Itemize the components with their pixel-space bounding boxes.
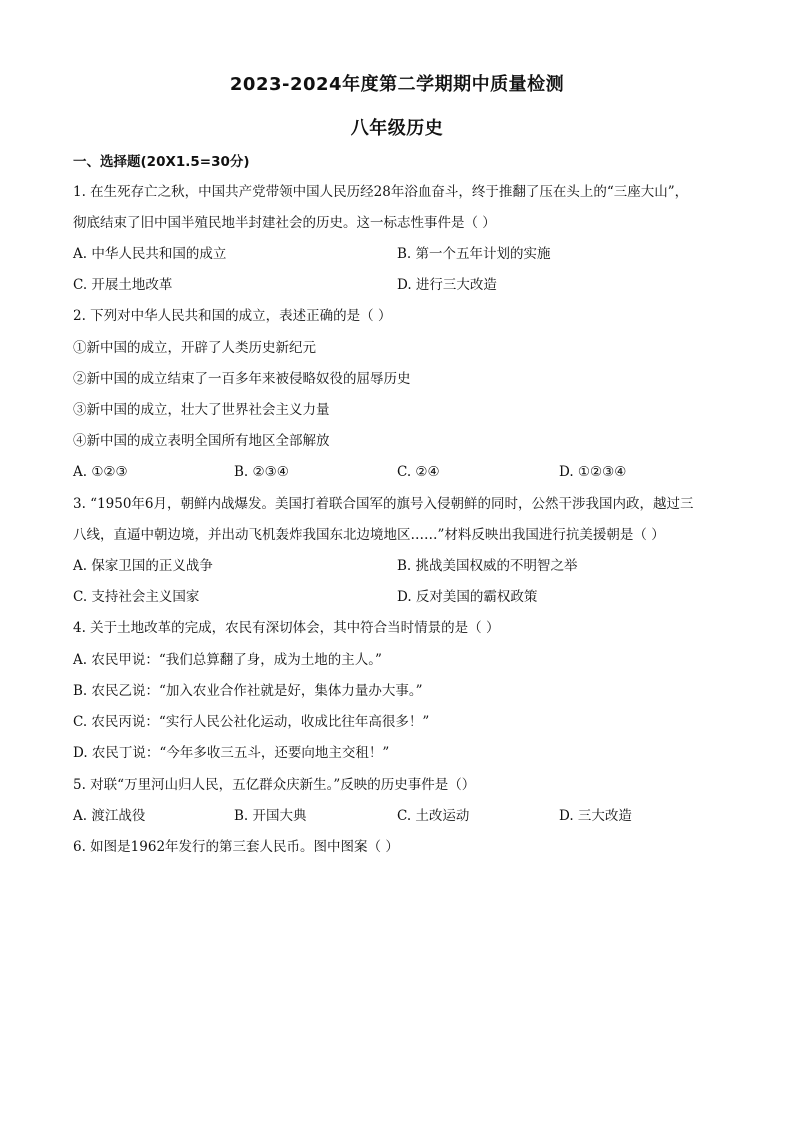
question-3-option-d[interactable]: D. 反对美国的霸权政策 — [397, 589, 538, 605]
section-heading: 一、选择题(20X1.5=30分) — [73, 154, 250, 170]
question-2-option-b[interactable]: B. ②③④ — [234, 464, 289, 480]
question-4-option-c[interactable]: C. 农民丙说：“实行人民公社化运动，收成比往年高很多！” — [73, 714, 430, 730]
question-3-line-1: 3. “1950年6月，朝鲜内战爆发。美国打着联合国军的旗号入侵朝鲜的同时，公然干涉我国内政，越过三 — [73, 496, 694, 512]
question-4-option-a[interactable]: A. 农民甲说：“我们总算翻了身，成为土地的主人。” — [73, 652, 382, 668]
question-2-statement-4: ④新中国的成立表明全国所有地区全部解放 — [73, 433, 330, 449]
question-4-line-1: 4. 关于土地改革的完成，农民有深切体会，其中符合当时情景的是（ ） — [73, 620, 500, 636]
question-3-option-a[interactable]: A. 保家卫国的正义战争 — [73, 558, 213, 574]
question-1-line-1: 1. 在生死存亡之秋，中国共产党带领中国人民历经28年浴血奋斗，终于推翻了压在头上的“三座大山”， — [73, 184, 689, 200]
exam-title: 2023-2024年度第二学期期中质量检测 — [229, 74, 565, 95]
question-1-option-a[interactable]: A. 中华人民共和国的成立 — [73, 246, 227, 262]
question-2-line-1: 2. 下列对中华人民共和国的成立，表述正确的是（ ） — [73, 308, 392, 324]
question-2-statement-2: ②新中国的成立结束了一百多年来被侵略奴役的屈辱历史 — [73, 371, 411, 387]
question-2-statement-1: ①新中国的成立，开辟了人类历史新纪元 — [73, 340, 316, 356]
question-3-line-2: 八线，直逼中朝边境，并出动飞机轰炸我国东北边境地区……”材料反映出我国进行抗美援朝是（ ） — [73, 527, 665, 543]
question-2-option-a[interactable]: A. ①②③ — [73, 464, 128, 480]
question-1-option-c[interactable]: C. 开展土地改革 — [73, 277, 173, 293]
question-5-option-d[interactable]: D. 三大改造 — [559, 808, 632, 824]
question-6-line-1: 6. 如图是1962年发行的第三套人民币。图中图案（ ） — [73, 839, 399, 855]
question-5-option-b[interactable]: B. 开国大典 — [234, 808, 307, 824]
question-5-line-1: 5. 对联“万里河山归人民，五亿群众庆新生。”反映的历史事件是（） — [73, 777, 476, 793]
question-5-option-c[interactable]: C. 土改运动 — [397, 808, 470, 824]
question-3-option-c[interactable]: C. 支持社会主义国家 — [73, 589, 200, 605]
question-1-line-2: 彻底结束了旧中国半殖民地半封建社会的历史。这一标志性事件是（ ） — [73, 215, 496, 231]
exam-subtitle: 八年级历史 — [350, 118, 444, 139]
question-2-statement-3: ③新中国的成立，壮大了世界社会主义力量 — [73, 402, 330, 418]
question-4-option-b[interactable]: B. 农民乙说：“加入农业合作社就是好，集体力量办大事。” — [73, 683, 423, 699]
question-4-option-d[interactable]: D. 农民丁说：“今年多收三五斗，还要向地主交租！” — [73, 745, 390, 761]
question-1-option-d[interactable]: D. 进行三大改造 — [397, 277, 497, 293]
question-2-option-c[interactable]: C. ②④ — [397, 464, 440, 480]
question-1-option-b[interactable]: B. 第一个五年计划的实施 — [397, 246, 551, 262]
question-2-option-d[interactable]: D. ①②③④ — [559, 464, 627, 480]
question-3-option-b[interactable]: B. 挑战美国权威的不明智之举 — [397, 558, 578, 574]
question-5-option-a[interactable]: A. 渡江战役 — [73, 808, 146, 824]
